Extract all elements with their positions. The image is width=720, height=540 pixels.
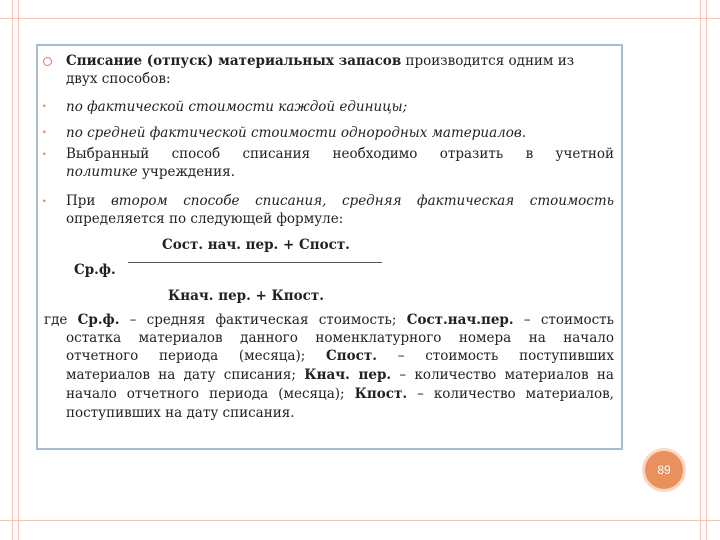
explain-text: – стоимость xyxy=(513,312,614,328)
paragraph-3-line2 xyxy=(66,163,235,181)
p4-a: При xyxy=(66,193,111,209)
paragraph-1 xyxy=(66,52,614,88)
formula-lhs: Ср.ф. xyxy=(74,262,116,278)
paragraph-3-line1: Выбранный способ списания необходимо отразить в учетной xyxy=(66,146,614,162)
explain-where: где xyxy=(44,312,78,328)
decor-line-left xyxy=(12,0,13,540)
explain-line-2: остатка материалов данного номенклатурного номера на начало xyxy=(66,330,614,346)
explain-term: Спост. xyxy=(326,348,377,364)
p1-line2: двух способов: xyxy=(66,71,171,87)
explain-text: материалов на дату списания; xyxy=(66,367,305,383)
bullet-circle-icon xyxy=(43,57,52,66)
explain-line-3 xyxy=(66,347,614,365)
p4-italic: втором способе списания, средняя фактическая стоимость xyxy=(110,193,614,209)
paragraph-4-line1 xyxy=(66,192,614,210)
decor-line-bottom xyxy=(0,520,720,521)
explain-text: – стоимость поступивших xyxy=(376,348,614,364)
list-item-2: по средней фактической стоимости однородных материалов. xyxy=(66,125,526,141)
explain-line-4 xyxy=(66,366,614,384)
formula-numerator: Сост. нач. пер. + Спост. xyxy=(162,237,350,253)
explain-line-6: поступивших на дату списания. xyxy=(66,405,295,421)
formula-denominator: Кнач. пер. + Кпост. xyxy=(168,288,324,304)
explain-text: отчетного периода (месяца); xyxy=(66,348,327,364)
bullet-dot-icon: • xyxy=(42,150,47,159)
explain-term: Кпост. xyxy=(354,386,408,402)
p1-bold: Списание (отпуск) материальных запасов xyxy=(66,53,402,69)
explain-term: Кнач. пер. xyxy=(304,367,392,383)
decor-line-top xyxy=(0,18,720,19)
bullet-dot-icon: • xyxy=(42,197,47,206)
explain-text: – количество материалов, xyxy=(407,386,614,402)
list-item-1: по фактической стоимости каждой единицы; xyxy=(66,99,408,115)
explain-text: – количество материалов на xyxy=(391,367,614,383)
explain-term: Ср.ф. xyxy=(77,312,120,328)
p1-rest: производится одним из xyxy=(401,53,575,69)
paragraph-4-line2: определяется по следующей формуле: xyxy=(66,211,344,227)
p3-italic: политике xyxy=(66,164,138,180)
decor-line-right-2 xyxy=(706,0,707,540)
explain-line-1 xyxy=(44,311,614,329)
bullet-dot-icon: • xyxy=(42,128,47,137)
explain-text: начало отчетного периода (месяца); xyxy=(66,386,355,402)
bullet-dot-icon: • xyxy=(42,102,47,111)
explain-term: Сост.нач.пер. xyxy=(406,312,514,328)
fraction-line xyxy=(128,262,382,263)
decor-line-left-2 xyxy=(18,0,19,540)
explain-text: – средняя фактическая стоимость; xyxy=(119,312,407,328)
explain-line-5 xyxy=(66,385,614,403)
page-number-badge: 89 xyxy=(642,448,686,492)
decor-line-right xyxy=(700,0,701,540)
p3-rest: учреждения. xyxy=(137,164,235,180)
